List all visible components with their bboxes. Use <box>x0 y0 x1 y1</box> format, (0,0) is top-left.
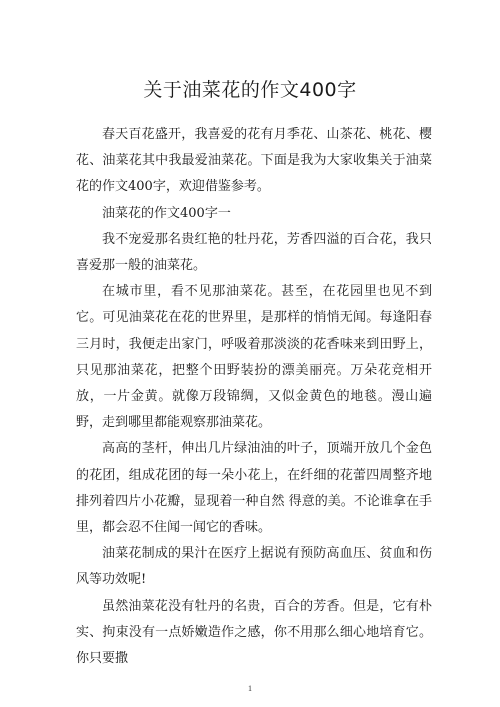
paragraph-intro: 春天百花盛开，我喜爱的花有月季花、山茶花、桃花、樱花、油菜花其中我最爱油菜花。下面是我为大家收集关于油菜花的作文400字，欢迎借鉴参考。 <box>76 127 432 195</box>
document-title: 关于油菜花的作文400字 <box>143 79 357 101</box>
document-body <box>76 122 432 672</box>
paragraph-subheading: 油菜花的作文400字一 <box>102 205 231 221</box>
paragraph: 油菜花制成的果汁在医疗上据说有预防高血压、贫血和伤风等功效呢! <box>76 546 432 588</box>
paragraph: 在城市里，看不见那油菜花。甚至，在花园里也见不到它。可见油菜花在花的世界里，是那样的悄悄无闻。每逢阳春三月时，我便走出家门，呼吸着那淡淡的花香味来到田野上，只见那油菜花，把整个田野装扮的漂美丽亮。万朵花竞相开放，一片金黄。就像万段锦绸，又似金黄色的地毯。漫山遍野，走到哪里都能观察那油菜花。 <box>76 284 432 431</box>
paragraph: 高高的茎杆，伸出几片绿油油的叶子，顶端开放几个金色的花团，组成花团的每一朵小花上，在纤细的花蕾四周整齐地排列着四片小花瓣，显现着一种自然 得意的美。不论谁拿在手里，都会忍不住闻一闻它的香味。 <box>76 441 432 536</box>
paragraph: 虽然油菜花没有牡丹的名贵，百合的芳香。但是，它有朴实、拘束没有一点娇嫩造作之感，你不用那么细心地培育它。你只要撒 <box>76 598 432 667</box>
paragraph: 我不宠爱那名贵红艳的牡丹花，芳香四溢的百合花，我只喜爱那一般的油菜花。 <box>76 231 432 274</box>
page-number: 1 <box>248 684 252 693</box>
